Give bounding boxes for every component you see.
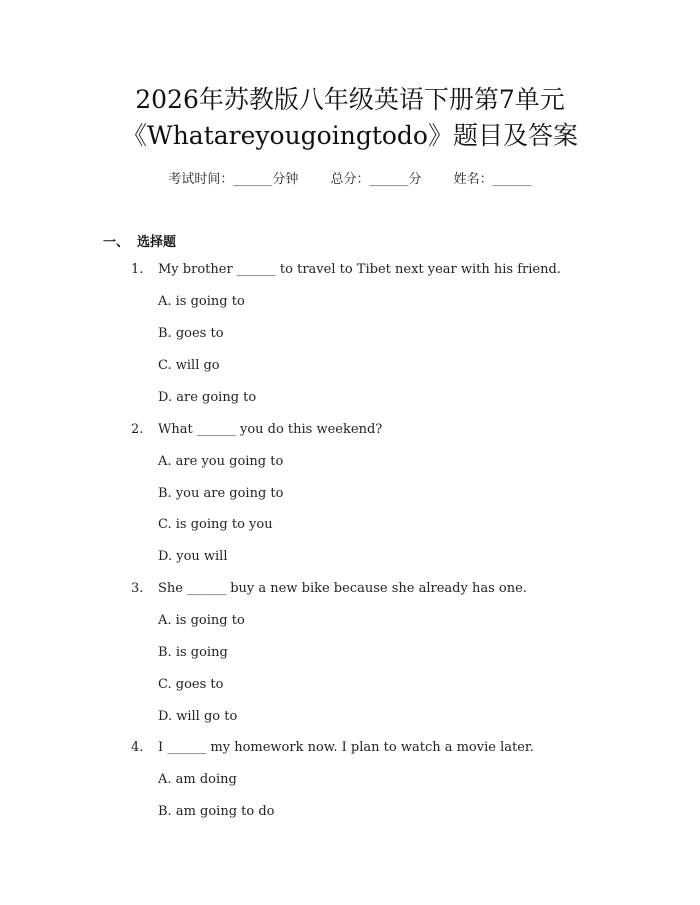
- option-c: C. is going to you: [158, 517, 273, 532]
- question-number: 4.: [131, 740, 144, 755]
- option-a: A. am doing: [158, 772, 237, 787]
- option-a: A. is going to: [158, 613, 245, 628]
- exam-title-line-2: 《Whatareyougoingtodo》题目及答案: [122, 121, 578, 150]
- option-c: C. goes to: [158, 677, 224, 692]
- question-text: My brother ______ to travel to Tibet next year with his friend.: [158, 262, 561, 277]
- option-d: D. are going to: [158, 390, 257, 405]
- question-number: 3.: [131, 581, 144, 596]
- student-name-field: 姓名：______: [453, 172, 532, 187]
- section-title: 选择题: [137, 235, 177, 250]
- section-number: 一、: [103, 235, 130, 250]
- question-number: 1.: [131, 262, 144, 277]
- option-b: B. am going to do: [158, 804, 275, 819]
- option-b: B. you are going to: [158, 486, 284, 501]
- question-text: I ______ my homework now. I plan to watch a movie later.: [158, 740, 534, 755]
- section-heading: [103, 231, 176, 250]
- question-text: What ______ you do this weekend?: [158, 422, 383, 437]
- total-score-field: 总分：______分: [330, 172, 422, 187]
- question-number: 2.: [131, 422, 144, 437]
- option-d: D. will go to: [158, 709, 238, 724]
- option-b: B. is going: [158, 645, 228, 660]
- question-text: She ______ buy a new bike because she already has one.: [158, 581, 527, 596]
- option-c: C. will go: [158, 358, 220, 373]
- option-d: D. you will: [158, 549, 228, 564]
- option-a: A. are you going to: [158, 454, 284, 469]
- option-b: B. goes to: [158, 326, 224, 341]
- option-a: A. is going to: [158, 294, 245, 309]
- exam-info-row: [0, 168, 700, 187]
- exam-title-line-1: 2026年苏教版八年级英语下册第7单元: [135, 85, 565, 114]
- exam-time-field: 考试时间：______分钟: [168, 172, 299, 187]
